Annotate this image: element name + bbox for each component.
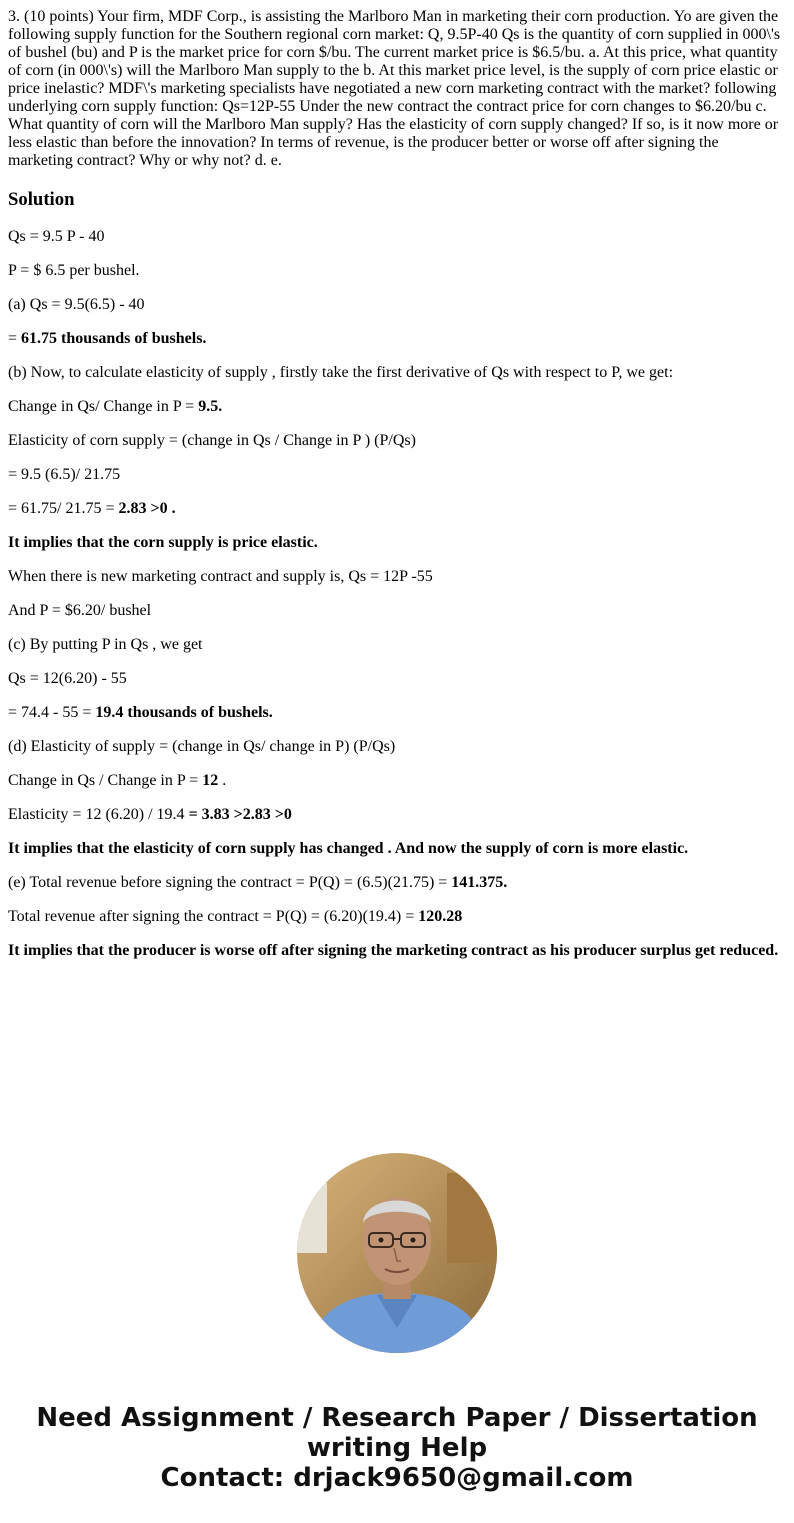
solution-line — [8, 670, 788, 688]
line-text: (e) Total revenue before signing the contract = P(Q) = (6.5)(21.75) = — [8, 874, 452, 891]
line-text: Change in Qs / Change in P = — [8, 772, 203, 789]
solution-line — [8, 704, 788, 722]
solution-line — [8, 330, 788, 348]
line-text: Elasticity of corn supply = (change in Qs / Change in P ) (P/Qs) — [8, 432, 416, 449]
solution-line — [8, 398, 788, 416]
line-bold-text: 61.75 thousands of bushels. — [21, 330, 207, 347]
solution-heading: Solution — [8, 189, 75, 210]
footer-line-1: Need Assignment / Research Paper / Dissertation — [36, 1403, 758, 1433]
line-text: = 61.75/ 21.75 = — [8, 500, 119, 517]
line-text: Qs = 12(6.20) - 55 — [8, 670, 127, 687]
line-text: Total revenue after signing the contract = P(Q) = (6.20)(19.4) = — [8, 908, 419, 925]
line-bold-text: 12 — [202, 772, 219, 789]
line-text: (b) Now, to calculate elasticity of supply , firstly take the first derivative of Qs with respect to P, we get: — [8, 364, 674, 381]
footer-line-2: writing Help — [306, 1433, 488, 1463]
line-bold-text: 9.5. — [198, 398, 223, 415]
solution-line — [8, 942, 788, 960]
solution-line — [8, 602, 788, 620]
solution-line — [8, 806, 788, 824]
line-bold-text: 2.83 >0 . — [118, 500, 176, 517]
line-text: And P = $6.20/ bushel — [8, 602, 152, 619]
line-text: When there is new marketing contract and supply is, Qs = 12P -55 — [8, 568, 433, 585]
avatar-portrait — [297, 1153, 497, 1353]
line-tail-text: . — [218, 772, 227, 789]
line-bold-text: 141.375. — [451, 874, 508, 891]
solution-body — [8, 228, 788, 976]
line-text: = 9.5 (6.5)/ 21.75 — [8, 466, 121, 483]
line-text: = — [8, 330, 22, 347]
solution-line — [8, 568, 788, 586]
solution-line — [8, 840, 788, 858]
solution-line — [8, 534, 788, 552]
line-text: Change in Qs/ Change in P = — [8, 398, 199, 415]
line-text: (d) Elasticity of supply = (change in Qs/ change in P) (P/Qs) — [8, 738, 396, 755]
line-text: Qs = 9.5 P - 40 — [8, 228, 105, 245]
solution-line — [8, 738, 788, 756]
line-bold-text: = 3.83 >2.83 >0 — [188, 806, 292, 823]
line-bold-text: It implies that the elasticity of corn supply has changed . And now the supply of corn is more elastic. — [8, 840, 689, 857]
line-text: P = $ 6.5 per bushel. — [8, 262, 140, 279]
solution-line — [8, 636, 788, 654]
solution-line — [8, 908, 788, 926]
line-bold-text: 120.28 — [418, 908, 463, 925]
solution-line — [8, 500, 788, 518]
footer-contact: Contact: drjack9650@gmail.com — [160, 1463, 634, 1493]
line-bold-text: It implies that the corn supply is price elastic. — [8, 534, 318, 551]
solution-line — [8, 874, 788, 892]
question-text: 3. (10 points) Your firm, MDF Corp., is assisting the Marlboro Man in marketing their corn production. Yo are given the following supply function for the Southern regional corn market: Q, 9.5P-40 Qs is the quantity of corn supplied in 000\'s of bushel (bu) and P is the market price for corn $/bu. The current market price is $6.5/bu. a. At this price, what quantity of corn (in 000\'s) will the Marlboro Man supply to the b. At this market price level, is the supply of corn price elastic or price inelastic? MDF\'s marketing specialists have negotiated a new corn marketing contract with the market? following underlying corn supply function: Qs=12P-55 Under the new contract the contract price for corn changes to $6.20/bu c. What quantity of corn will the Marlboro Man supply? Has the elasticity of corn supply changed? If so, is it now more or less elastic than before the innovation? In terms of revenue, is the producer better or worse off after signing the marketing contract? Why or why not? d. e. — [8, 8, 781, 169]
footer-promo — [0, 1403, 794, 1493]
line-text: = 74.4 - 55 = — [8, 704, 96, 721]
line-bold-text: It implies that the producer is worse off after signing the marketing contract as his producer surplus get reduced. — [8, 942, 779, 959]
line-text: (c) By putting P in Qs , we get — [8, 636, 203, 653]
solution-line — [8, 364, 788, 382]
solution-line — [8, 772, 788, 790]
line-text: Elasticity = 12 (6.20) / 19.4 — [8, 806, 189, 823]
solution-line — [8, 262, 788, 280]
tutor-avatar — [297, 1153, 497, 1353]
solution-line — [8, 466, 788, 484]
line-text: (a) Qs = 9.5(6.5) - 40 — [8, 296, 145, 313]
solution-line — [8, 432, 788, 450]
line-bold-text: 19.4 thousands of bushels. — [95, 704, 273, 721]
solution-line — [8, 228, 788, 246]
solution-line — [8, 296, 788, 314]
